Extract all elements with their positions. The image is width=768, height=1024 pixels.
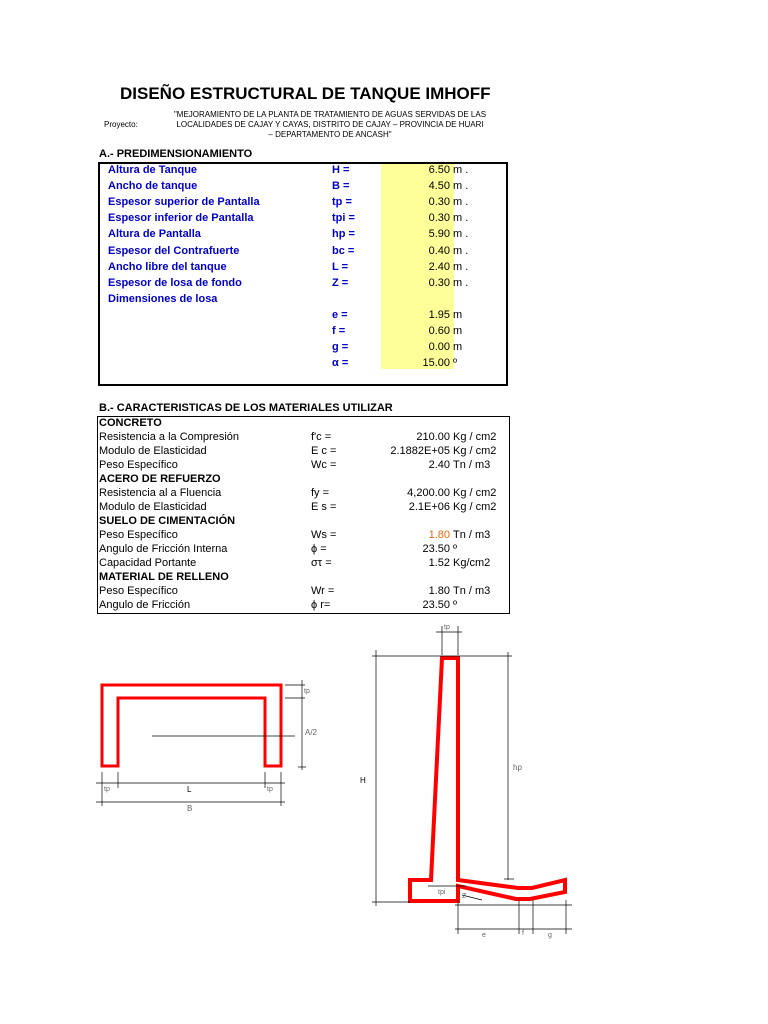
property-symbol: E s = — [311, 501, 337, 513]
dimension-symbol: α = — [332, 357, 349, 370]
dimension-symbol: tpi = — [332, 212, 355, 225]
material-property-row — [98, 543, 509, 557]
dim-label-e: e — [482, 932, 486, 939]
dim-label-f: f — [522, 930, 524, 937]
dimension-row — [98, 309, 508, 325]
dimension-symbol: bc = — [332, 244, 355, 257]
material-property-row — [98, 585, 509, 599]
dimension-row — [98, 293, 508, 309]
material-property-row — [98, 599, 509, 613]
property-value[interactable]: 23.50 — [422, 543, 450, 555]
property-unit: Kg / cm2 — [453, 445, 497, 457]
dimension-symbol: H = — [332, 164, 350, 176]
material-property-row — [98, 557, 509, 571]
property-label: Angulo de Fricción Interna — [99, 543, 228, 555]
dimension-label: Ancho de tanque — [108, 180, 198, 193]
property-symbol: f'c = — [311, 431, 332, 443]
dimension-row — [98, 277, 508, 293]
property-label: Capacidad Portante — [99, 557, 197, 569]
dimension-unit: º — [453, 357, 458, 370]
property-symbol: στ = — [311, 557, 332, 569]
property-symbol: Wc = — [311, 459, 337, 471]
dim-label-tp-left: tp — [104, 786, 110, 793]
property-value[interactable]: 2.1E+06 — [408, 501, 450, 513]
property-unit: Tn / m3 — [453, 529, 491, 541]
property-label: Modulo de Elasticidad — [99, 445, 207, 457]
property-unit: º — [453, 543, 458, 555]
dimension-row — [98, 180, 508, 196]
dimension-label: Altura de Pantalla — [108, 228, 201, 241]
material-group-heading — [98, 571, 509, 585]
property-symbol: ϕ r= — [311, 599, 331, 611]
dimension-unit: m . — [453, 228, 469, 241]
dimension-label: Altura de Tanque — [108, 164, 198, 176]
material-group-title: SUELO DE CIMENTACIÓN — [99, 515, 236, 527]
project-line: "MEJORAMIENTO DE LA PLANTA DE TRATAMIENTO DE AGUAS SERVIDAS DE LAS — [173, 110, 487, 119]
dimension-value[interactable]: 15.00 — [422, 357, 450, 370]
dimension-label: Espesor inferior de Pantalla — [108, 212, 254, 225]
property-unit: Kg / cm2 — [453, 431, 497, 443]
dim-label-g: g — [548, 932, 552, 939]
material-property-row — [98, 459, 509, 473]
dimension-unit: m — [453, 308, 463, 321]
dimension-label: Dimensiones de losa — [108, 292, 218, 305]
dimension-value[interactable]: 4.50 — [428, 180, 450, 193]
property-label: Peso Específico — [99, 529, 178, 541]
property-unit: Kg / cm2 — [453, 487, 497, 499]
dim-label-z: Z — [462, 893, 467, 900]
dimension-label: Espesor de losa de fondo — [108, 276, 242, 289]
dimension-label: Espesor superior de Pantalla — [108, 196, 260, 209]
dimension-value[interactable]: 0.60 — [428, 325, 450, 337]
dimension-unit: m — [453, 341, 463, 354]
dimension-row — [98, 212, 508, 228]
material-property-row — [98, 529, 509, 543]
material-property-row — [98, 431, 509, 445]
dim-label-tp-right: tp — [267, 786, 273, 793]
property-label: Angulo de Fricción — [99, 599, 191, 611]
dim-label-a-half: A/2 — [305, 728, 318, 737]
dimension-symbol: g = — [332, 341, 349, 354]
section-a-title: A.- PREDIMENSIONAMIENTO — [99, 148, 253, 160]
material-group-title: CONCRETO — [99, 417, 162, 429]
property-label: Peso Específico — [99, 459, 178, 471]
dimension-row — [98, 245, 508, 261]
property-value[interactable]: 1.80 — [428, 585, 450, 597]
dim-label-tp: tp — [444, 624, 450, 631]
dimension-row — [98, 325, 508, 341]
dimension-value[interactable]: 0.00 — [428, 341, 450, 354]
wall-outline — [410, 658, 565, 901]
property-label: Modulo de Elasticidad — [99, 501, 207, 513]
dim-label-tpi: tpi — [438, 889, 446, 896]
tank-walls — [102, 685, 281, 766]
dim-label-hp: hp — [513, 763, 522, 772]
dimension-unit: m . — [453, 260, 469, 273]
dimension-unit: m . — [453, 180, 469, 193]
dimension-symbol: hp = — [332, 228, 355, 241]
project-label: Proyecto: — [104, 120, 138, 129]
property-value[interactable]: 210.00 — [416, 431, 450, 443]
material-group-title: MATERIAL DE RELLENO — [99, 571, 229, 583]
property-symbol: Ws = — [311, 529, 337, 541]
property-symbol: E c = — [311, 445, 337, 457]
material-property-row — [98, 501, 509, 515]
property-value[interactable]: 4,200.00 — [407, 487, 450, 499]
dimension-row — [98, 164, 508, 180]
dimension-symbol: Z = — [332, 276, 349, 289]
dimension-value[interactable]: 0.40 — [428, 244, 450, 257]
property-symbol: ϕ = — [311, 543, 327, 555]
dimension-unit: m . — [453, 196, 469, 209]
dimension-value[interactable]: 0.30 — [428, 196, 450, 209]
dimension-symbol: B = — [332, 180, 350, 193]
project-description — [140, 110, 520, 140]
dimension-row — [98, 228, 508, 244]
property-symbol: Wr = — [311, 585, 335, 597]
property-unit: º — [453, 599, 458, 611]
dim-label-b: B — [187, 804, 193, 813]
material-property-row — [98, 487, 509, 501]
property-value[interactable]: 2.40 — [428, 459, 450, 471]
project-line: LOCALIDADES DE CAJAY Y CAYAS, DISTRITO DE CAJAY – PROVINCIA DE HUARI — [176, 120, 484, 129]
material-group-heading — [98, 417, 509, 431]
property-value[interactable]: 2.1882E+05 — [390, 445, 450, 457]
property-label: Resistencia a la Compresión — [99, 431, 240, 443]
wall-dimension-lines — [372, 626, 572, 934]
dimension-unit: m . — [453, 164, 469, 176]
property-unit: Kg / cm2 — [453, 501, 497, 513]
dimension-row — [98, 341, 508, 357]
dimension-label: Espesor del Contrafuerte — [108, 244, 240, 257]
dimension-unit: m . — [453, 276, 469, 289]
property-unit: Tn / m3 — [453, 459, 491, 471]
dimension-symbol: tp = — [332, 196, 352, 209]
dimension-symbol: f = — [332, 325, 346, 337]
dimension-value[interactable]: 2.40 — [428, 260, 450, 273]
property-symbol: fy = — [311, 487, 330, 499]
dim-label-tp-top: tp — [304, 688, 310, 695]
dimension-unit: m . — [453, 212, 469, 225]
tank-dimension-lines — [96, 680, 306, 806]
dimension-unit: m — [453, 325, 463, 337]
property-value[interactable]: 1.80 — [428, 529, 450, 541]
property-label: Resistencia al a Fluencia — [99, 487, 222, 499]
property-label: Peso Específico — [99, 585, 178, 597]
material-group-heading — [98, 515, 509, 529]
dimension-value[interactable]: 5.90 — [428, 228, 450, 241]
page-title: DISEÑO ESTRUCTURAL DE TANQUE IMHOFF — [120, 84, 491, 103]
dimension-label: Ancho libre del tanque — [108, 260, 227, 273]
dimension-row — [98, 357, 508, 373]
dimension-value[interactable]: 6.50 — [428, 164, 450, 176]
material-group-heading — [98, 473, 509, 487]
dim-label-h: H — [360, 776, 366, 785]
property-unit: Kg/cm2 — [453, 557, 491, 569]
dim-label-l: L — [187, 785, 192, 794]
dimension-unit: m . — [453, 244, 469, 257]
property-unit: Tn / m3 — [453, 585, 491, 597]
property-value[interactable]: 1.52 — [428, 557, 450, 569]
dimension-symbol: L = — [332, 260, 349, 273]
dimension-value[interactable]: 0.30 — [428, 212, 450, 225]
material-group-title: ACERO DE REFUERZO — [99, 473, 221, 485]
dimension-value[interactable]: 0.30 — [428, 276, 450, 289]
dimension-symbol: e = — [332, 308, 348, 321]
dimension-value[interactable]: 1.95 — [428, 308, 450, 321]
materials-table — [97, 416, 510, 614]
property-value[interactable]: 23.50 — [422, 599, 450, 611]
material-property-row — [98, 445, 509, 459]
dimension-row — [98, 261, 508, 277]
project-line: – DEPARTAMENTO DE ANCASH" — [268, 130, 392, 139]
section-b-title: B.- CARACTERISTICAS DE LOS MATERIALES UTILIZAR — [99, 402, 393, 414]
dimension-row — [98, 196, 508, 212]
